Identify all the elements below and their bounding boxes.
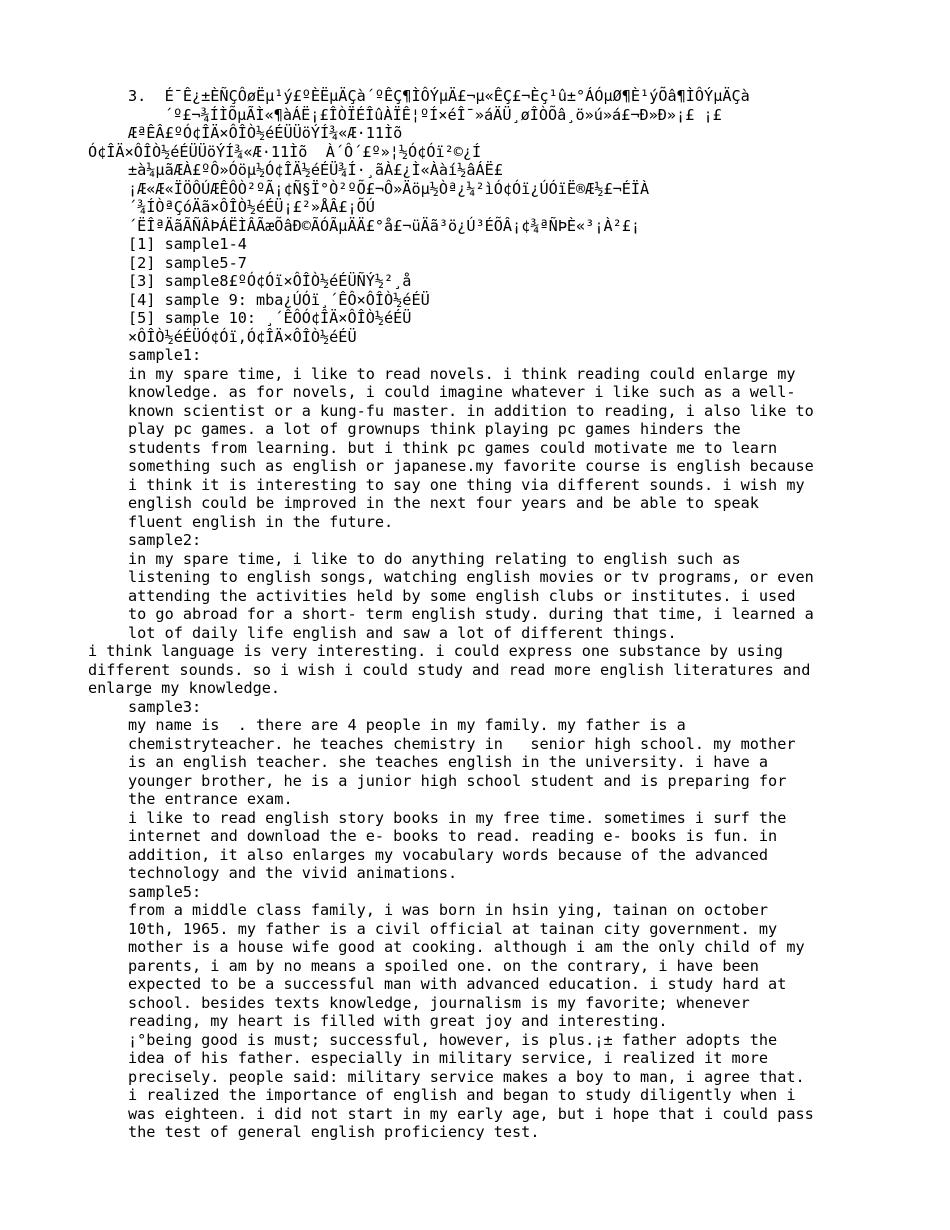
text-line: listening to english songs, watching english movies or tv programs, or even: [128, 568, 814, 586]
text-line: something such as english or japanese.my favorite course is english because: [128, 457, 814, 475]
text-line: technology and the vivid animations.: [128, 864, 458, 882]
text-line: ×ÔÎÒ½éÉÜÓ¢Óï,Ó¢ÎÄ×ÔÎÒ½éÉÜ: [128, 327, 357, 346]
text-line: lot of daily life english and saw a lot of different things.: [128, 623, 677, 642]
text-line: idea of his father. especially in military service, i realized it more: [128, 1049, 769, 1067]
text-line: sample1:: [128, 346, 202, 364]
text-line: english could be improved in the next four years and be able to speak: [128, 494, 759, 512]
text-line: younger brother, he is a junior high school student and is preparing for: [128, 771, 787, 790]
text-line: is an english teacher. she teaches english in the university. i have a: [128, 753, 769, 771]
text-line: [4] sample 9: mba¿ÚÓï¸´ÊÔ×ÔÎÒ½éÉÜ: [128, 290, 430, 309]
text-line: ÆªÊÂ£ºÓ¢ÎÄ×ÔÎÒ½éÉÜÜöÝÍ¾«Æ·11Ìõ: [128, 124, 403, 142]
text-line: my name is . there are 4 people in my family. my father is a: [128, 716, 686, 734]
text-line: internet and download the e- books to read. reading e- books is fun. in: [128, 827, 778, 845]
text-line: Ó¢ÎÄ×ÔÎÒ½éÉÜÜöÝÍ¾«Æ·11Ìõ À´Ô´£º»¦½Ó¢Óï²©¿Í: [88, 142, 482, 161]
text-line: ¡Æ«Æ«ÏÖÔÚÆÊÔÒ²ºÃ¡¢Ñ§Ï°Ò²ºÕ£¬Ô»Äöµ½Òª¿¼²ìÓ¢Óï¿ÚÓïË®Æ½£¬ÉÏÀ: [128, 179, 650, 198]
text-line: [5] sample 10: ¸´ÊÔÓ¢ÎÄ×ÔÎÒ½éÉÜ: [128, 309, 412, 327]
text-line: sample3:: [128, 697, 202, 716]
text-line: 10th, 1965. my father is a civil official at tainan city government. my: [128, 919, 778, 938]
text-line: known scientist or a kung-fu master. in addition to reading, i also like to: [128, 401, 814, 420]
text-line: i realized the importance of english and began to study diligently when i: [128, 1086, 796, 1104]
text-line: in my spare time, i like to do anything relating to english such as: [128, 549, 741, 568]
text-line: parents, i am by no means a spoiled one. on the contrary, i have been: [128, 956, 759, 975]
text-line: chemistryteacher. he teaches chemistry in senior high school. my mother: [128, 734, 796, 753]
text-line: play pc games. a lot of grownups think playing pc games hinders the: [128, 420, 741, 438]
text-line: [1] sample1-4: [128, 235, 247, 253]
text-line: attending the activities held by some english clubs or institutes. i used: [128, 586, 796, 605]
document-body: [88, 87, 868, 1142]
text-line: sample2:: [128, 531, 202, 549]
text-line: addition, it also enlarges my vocabulary words because of the advanced: [128, 845, 769, 864]
text-line: ´º£¬¾ÍÌÕµÃÌ«¶àÁË¡£ÎÒÏÉÎûÀÏÊ¦ºÍ×éÎ¯»áÄÜ¸øÎÒÕâ¸ö»ú»á£¬Ð»Ð»¡£ ¡£: [164, 105, 722, 124]
text-line: i think it is interesting to say one thing via different sounds. i wish my: [128, 475, 805, 494]
text-line: knowledge. as for novels, i could imagine whatever i like such as a well-: [128, 383, 796, 401]
text-line: ´¾ÍÒªÇóÄã×ÔÎÒ½éÉÜ¡£²»ÅÂ£¡ÕÚ: [128, 198, 375, 216]
text-line: school. besides texts knowledge, journalism is my favorite; whenever: [128, 993, 750, 1012]
text-line: enlarge my knowledge.: [88, 679, 281, 697]
text-line: 3. É¯Ê¿±ÈÑÇÔøËµ¹ý£ºÈËµÄÇà´ºÊÇ¶ÌÔÝµÄ£¬µ«ÊÇ£¬Èç¹û±°ÁÓµØ¶È¹ýÕâ¶ÌÔÝµÄÇà: [128, 87, 750, 105]
text-line: students from learning. but i think pc games could motivate me to learn: [128, 438, 778, 457]
text-line: different sounds. so i wish i could study and read more english literatures and: [88, 660, 811, 679]
text-line: sample5:: [128, 882, 202, 901]
text-line: mother is a house wife good at cooking. although i am the only child of my: [128, 938, 805, 956]
text-line: the entrance exam.: [128, 790, 293, 808]
text-line: i think language is very interesting. i could express one substance by using: [88, 642, 783, 660]
text-line: was eighteen. i did not start in my early age, but i hope that i could pass: [128, 1104, 814, 1123]
text-line: reading, my heart is filled with great joy and interesting.: [128, 1012, 668, 1030]
text-line: [3] sample8£ºÓ¢Óï×ÔÎÒ½éÉÜÑÝ½²¸å: [128, 272, 412, 290]
text-line: fluent english in the future.: [128, 512, 394, 531]
text-line: to go abroad for a short- term english study. during that time, i learned a: [128, 605, 814, 623]
text-line: [2] sample5-7: [128, 253, 247, 272]
text-line: ±à¼µãÆÀ£ºÔ»Óöµ½Ó¢ÎÄ½éÉÜ¾Í·¸ãÀ£¿Ì«Ààí½âÁË£: [128, 161, 503, 179]
text-line: precisely. people said: military service makes a boy to man, i agree that.: [128, 1067, 805, 1086]
text-line: in my spare time, i like to read novels. i think reading could enlarge my: [128, 364, 796, 383]
text-line: the test of general english proficiency test.: [128, 1123, 540, 1141]
text-line: ¡°being good is must; successful, however, is plus.¡± father adopts the: [128, 1030, 778, 1049]
text-line: expected to be a successful man with advanced education. i study hard at: [128, 975, 787, 993]
text-line: ´ËÎªÄãÃÑÂÞÁËÌÂÃæÕâÐ©ÃÓÃµÄÄ£°å£¬üÄã³ö¿Ú³ÉÕÂ¡¢¾ªÑÞÈ«³¡À²£¡: [128, 216, 641, 235]
text-line: i like to read english story books in my free time. sometimes i surf the: [128, 808, 787, 827]
text-line: from a middle class family, i was born in hsin ying, tainan on october: [128, 901, 769, 919]
